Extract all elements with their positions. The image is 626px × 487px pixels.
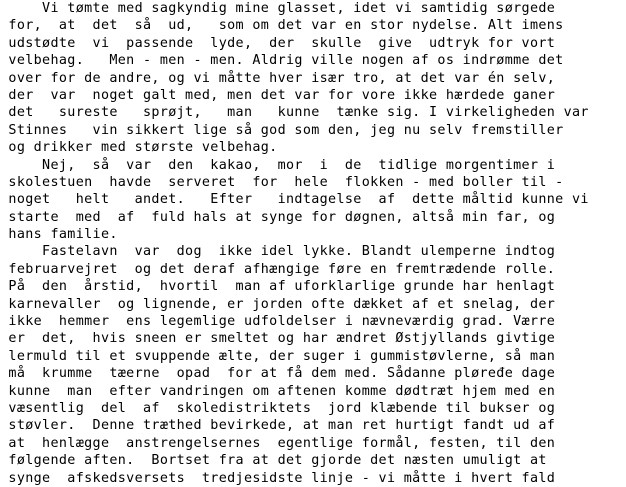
text-line: karnevaller og lignende, er jorden ofte dækket af et snelag, der (0, 296, 556, 312)
text-line: er det, hvis sneen er smeltet og har ændret Østjyllands givtige (0, 331, 556, 347)
text-line: der var noget galt med, men det var for vore ikke hærdede ganer (0, 87, 556, 103)
text-line: det sureste sprøjt, man kunne tænke sig. I virkeligheden var (0, 105, 589, 121)
text-line: følgende aften. Bortset fra at det gjorde det næsten umuligt at (0, 453, 547, 469)
text-line: for, at det så ud, som om det var en stor nydelse. Alt imens (0, 18, 564, 34)
text-line: På den årstid, hvortil man af uforklarlige grunde har henlagt (0, 279, 556, 295)
text-line: væsentlig del af skoledistriktets jord klæbende til bukser og (0, 400, 556, 416)
text-line: ikke hemmer ens legemlige udfoldelser i nævneværdig grad. Værre (0, 314, 556, 330)
text-line: hans familie. (0, 227, 118, 243)
text-line: at henlægge anstrengelsernes egentlige formål, festen, til den (0, 435, 556, 451)
text-line: skolestuen havde serveret for hele flokken - med boller til - (0, 174, 564, 190)
text-line: støvler. Denne træthed bevirkede, at man ret hurtigt fandt ud af (0, 418, 556, 434)
text-line: februarvejret og det deraf afhængige føre en fremtrædende rolle. (0, 261, 556, 277)
text-line: over for de andre, og vi måtte hver især tro, at det var én selv, (0, 70, 556, 86)
text-line: synge afskedsversets tredjesidste linje - vi måtte i hvert fald (0, 470, 556, 486)
text-line: velbehag. Men - men - men. Aldrig ville nogen af os indrømme det (0, 53, 564, 69)
text-line: må krumme tæerne opad for at få dem med. Sådanne pløređe dage (0, 366, 556, 382)
text-line: Fastelavn var dog ikke idel lykke. Blandt ulemperne indtog (0, 244, 556, 260)
text-line: noget helt andet. Efter indtagelse af dette måltid kunne vi (0, 192, 589, 208)
text-line: lermuld til et svuppende ælte, der suger i gummistøvlerne, så man (0, 348, 556, 364)
text-line: Nej, så var den kakao, mor i de tidlige morgentimer i (0, 157, 556, 173)
text-line: Stinnes vin sikkert lige så god som den, jeg nu selv fremstiller (0, 122, 564, 138)
text-line: kunne man efter vandringen om aftenen komme dødtræt hjem med en (0, 383, 556, 399)
text-line: udstødte vi passende lyde, der skulle give udtryk for vort (0, 35, 556, 51)
text-line: starte med af fuld hals at synge for døgnen, altså min far, og (0, 209, 556, 225)
text-line: Vi tømte med sagkyndig mine glasset, idet vi samtidig sørgede (0, 1, 556, 16)
text-line: og drikker med største velbehag. (0, 140, 278, 156)
